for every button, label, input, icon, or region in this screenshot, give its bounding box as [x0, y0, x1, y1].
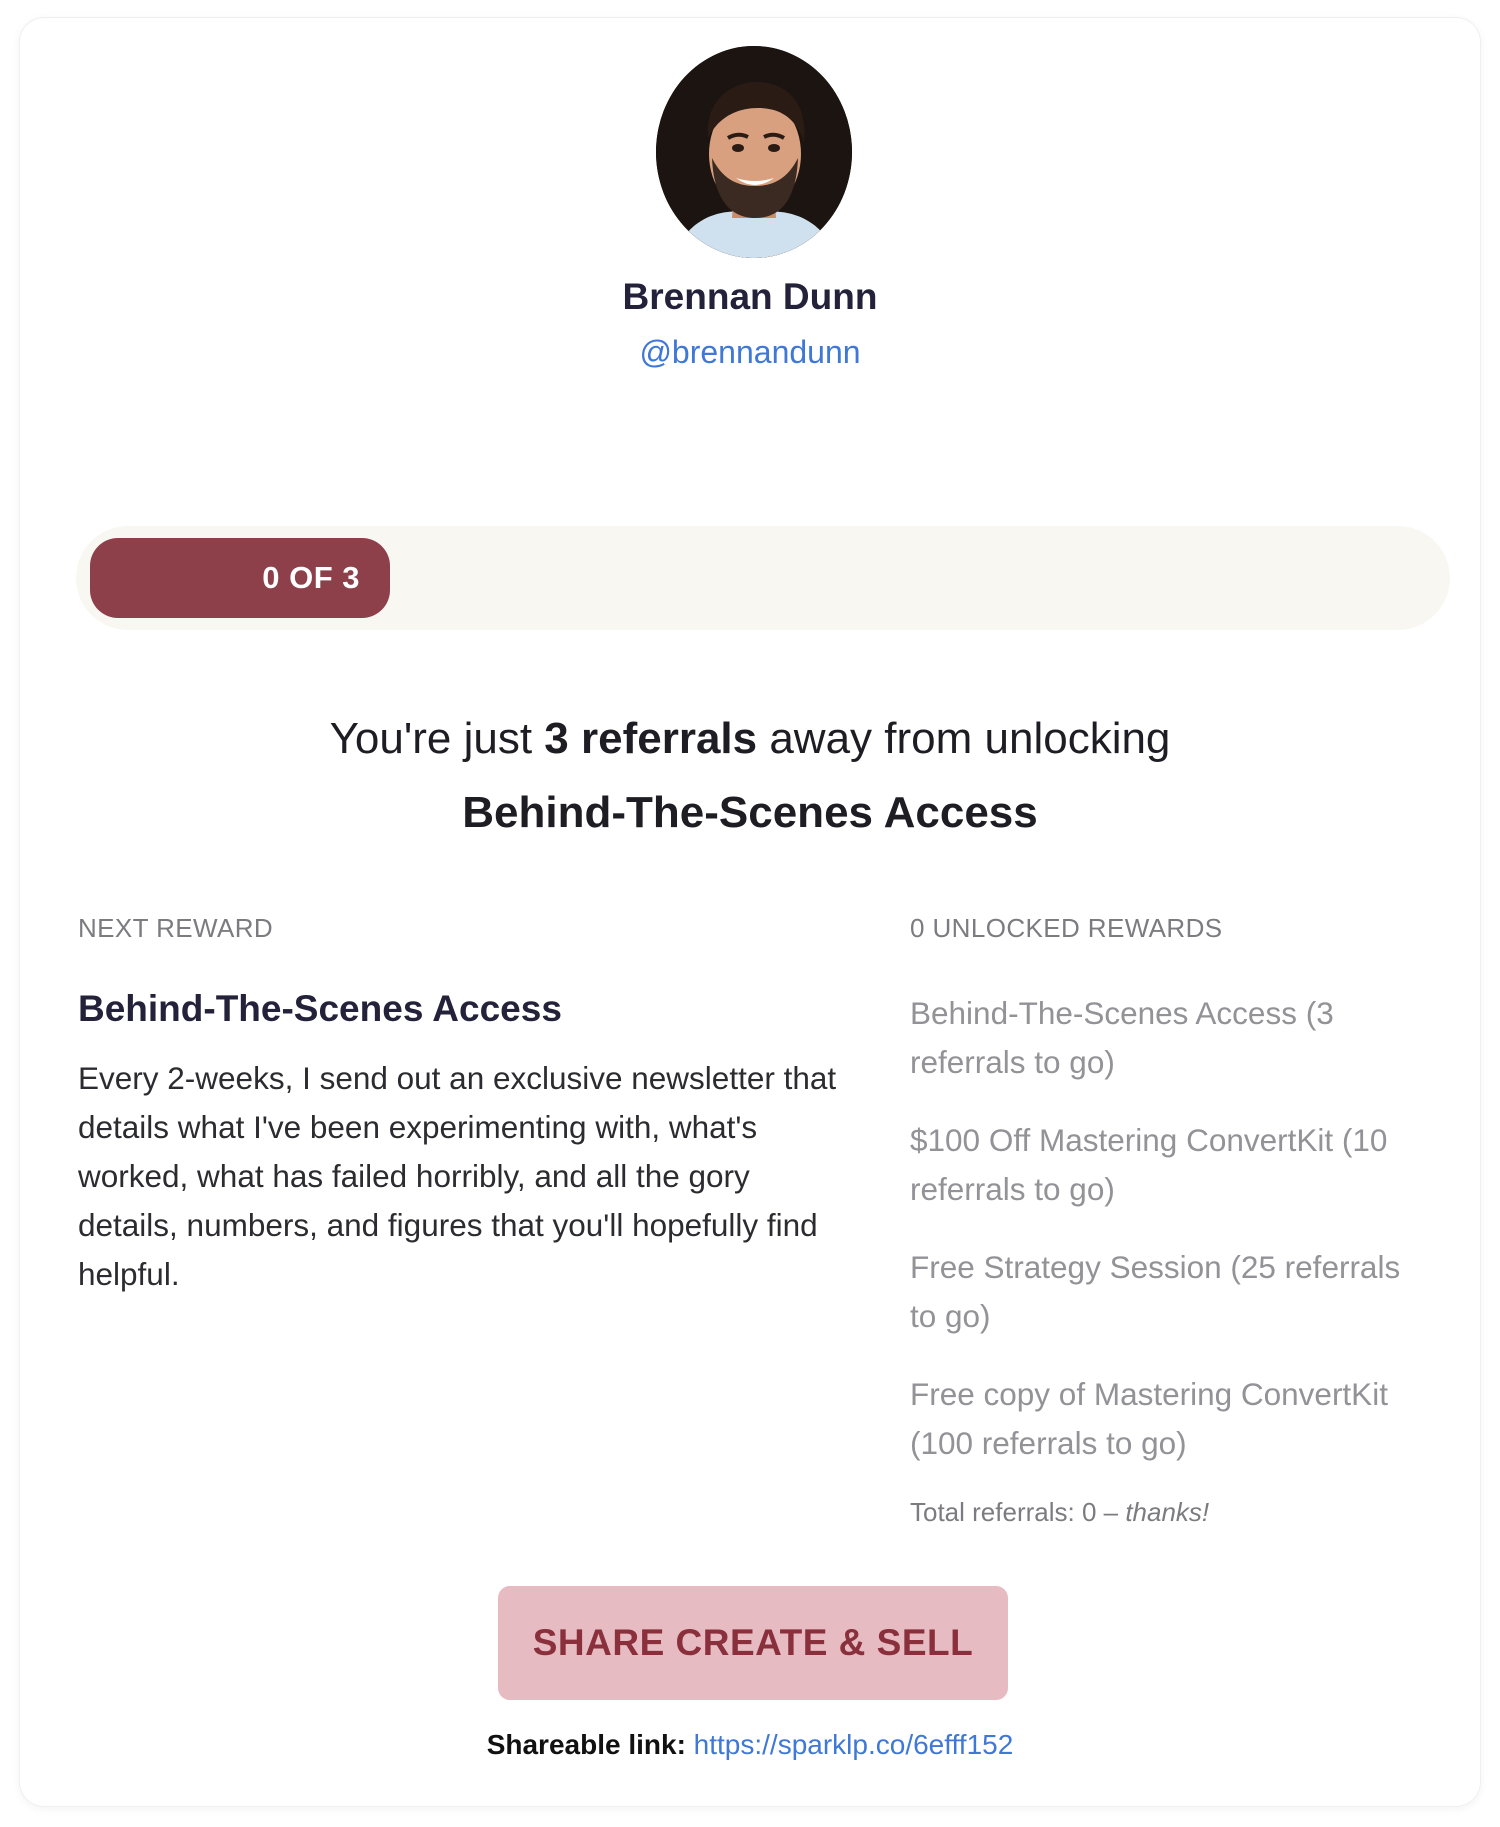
referral-progress-bar: [76, 526, 1450, 630]
total-referrals: [910, 1497, 1430, 1528]
next-reward-description: Every 2-weeks, I send out an exclusive newsletter that details what I've been experimenting with, what's worked, what has failed horribly, and all the gory details, numbers, and figures that you'll hopefully find helpful.: [78, 1060, 837, 1292]
total-referrals-thanks: thanks!: [1125, 1497, 1210, 1527]
avatar: [656, 46, 852, 258]
author-name: Brennan Dunn: [622, 276, 878, 317]
headline: [20, 702, 1480, 850]
shareable-link[interactable]: https://sparklp.co/6efff152: [693, 1729, 1014, 1760]
author-handle-link[interactable]: @brennandunn: [639, 334, 861, 370]
shareable-link-row: [20, 1729, 1480, 1761]
progress-fill: 0 OF 3: [90, 538, 390, 618]
unlocked-rewards-label: 0 UNLOCKED REWARDS: [910, 913, 1223, 943]
headline-reward: Behind-The-Scenes Access: [462, 788, 1038, 837]
reward-item: Behind-The-Scenes Access (3 referrals to go): [910, 995, 1334, 1080]
reward-item: $100 Off Mastering ConvertKit (10 referrals to go): [910, 1122, 1388, 1207]
total-referrals-text: Total referrals: 0 –: [910, 1497, 1126, 1527]
headline-prefix: You're just: [329, 714, 545, 763]
headline-line-1: [20, 702, 1480, 776]
shareable-link-label: Shareable link:: [486, 1729, 686, 1760]
next-reward-section: [78, 913, 848, 1299]
referral-card: [20, 18, 1480, 1806]
headline-count: 3 referrals: [544, 714, 758, 763]
headline-suffix: away from unlocking: [757, 714, 1171, 763]
next-reward-title: Behind-The-Scenes Access: [78, 988, 562, 1029]
share-button[interactable]: SHARE CREATE & SELL: [498, 1586, 1008, 1700]
headline-line-2: [20, 776, 1480, 850]
reward-item: Free Strategy Session (25 referrals to go): [910, 1249, 1401, 1334]
reward-item: Free copy of Mastering ConvertKit (100 referrals to go): [910, 1376, 1388, 1461]
next-reward-label: NEXT REWARD: [78, 913, 274, 943]
reward-list: [910, 989, 1430, 1468]
unlocked-rewards-section: [910, 913, 1430, 1528]
